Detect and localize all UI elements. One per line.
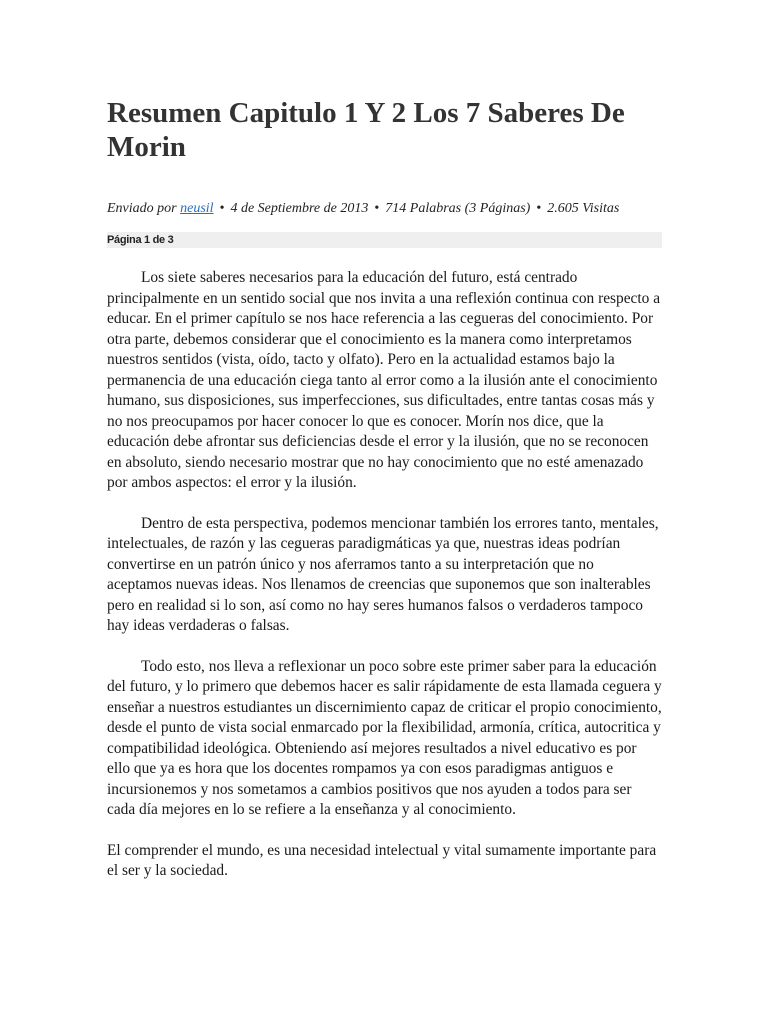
sent-by-label: Enviado por bbox=[107, 201, 177, 216]
paragraph: Los siete saberes necesarios para la educación del futuro, está centrado principalmente en un sentido social que nos invita a una reflexión continua con respecto a educar. En el primer capítulo se nos hace referencia a las cegueras del conocimiento. Por otra parte, debemos considerar que el conocimiento es la manera como interpretamos nuestros sentidos (vista, oído, tacto y olfato). Pero en la actualidad estamos bajo la permanencia de una educación ciega tanto al error como a la ilusión ante el conocimiento humano, sus disposiciones, sus imperfecciones, sus dificultades, entre tantas cosas más y no nos preocupamos por hacer conocer lo que es conocer. Morín nos dice, que la educación debe afrontar sus deficiencias desde el error y la ilusión, que no se reconocen en absoluto, siendo necesario mostrar que no hay conocimiento que no esté amenazado por ambos aspectos: el error y la ilusión. bbox=[107, 269, 661, 491]
document-content bbox=[107, 96, 662, 902]
paragraph: El comprender el mundo, es una necesidad intelectual y vital sumamente importante para el ser y la sociedad. bbox=[107, 841, 657, 879]
page-indicator: Página 1 de 3 bbox=[107, 232, 662, 248]
publish-date: 4 de Septiembre de 2013 bbox=[230, 201, 369, 216]
visit-count: 2.605 Visitas bbox=[547, 201, 620, 216]
paragraph: Dentro de esta perspectiva, podemos mencionar también los errores tanto, mentales, intelectuales, de razón y las cegueras paradigmáticas ya que, nuestras ideas podrían convertirse en un patrón único y nos aferramos tanto a su interpretación que no aceptamos nuevas ideas. Nos llenamos de creencias que suponemos que son inalterables pero en realidad si lo son, así como no hay seres humanos falsos o verdaderos tampoco hay ideas verdaderas o falsas. bbox=[107, 514, 659, 634]
meta-separator: • bbox=[536, 201, 542, 216]
paragraph: Todo esto, nos lleva a reflexionar un poco sobre este primer saber para la educación del futuro, y lo primero que debemos hacer es salir rápidamente de esta llamada ceguera y enseñar a nuestros estudiantes un discernimiento capaz de criticar el propio conocimiento, desde el punto de vista social enmarcado por la flexibilidad, armonía, crítica, autocritica y compatibilidad ideológica. Obteniendo así mejores resultados a nivel educativo es por ello que ya es hora que los docentes rompamos ya con esos paradigmas antiguos e incursionemos y nos sometamos a cambios positivos que nos ayuden a todos para ser cada día mejores en lo se refiere a la enseñanza y al conocimiento. bbox=[107, 657, 662, 818]
meta-separator: • bbox=[219, 201, 225, 216]
document-body bbox=[107, 268, 662, 882]
author-link[interactable]: neusil bbox=[180, 201, 214, 216]
document-meta bbox=[107, 200, 662, 218]
page-title: Resumen Capitulo 1 Y 2 Los 7 Saberes De Morin bbox=[107, 97, 625, 163]
meta-separator: • bbox=[374, 201, 380, 216]
word-count: 714 Palabras (3 Páginas) bbox=[385, 201, 531, 216]
